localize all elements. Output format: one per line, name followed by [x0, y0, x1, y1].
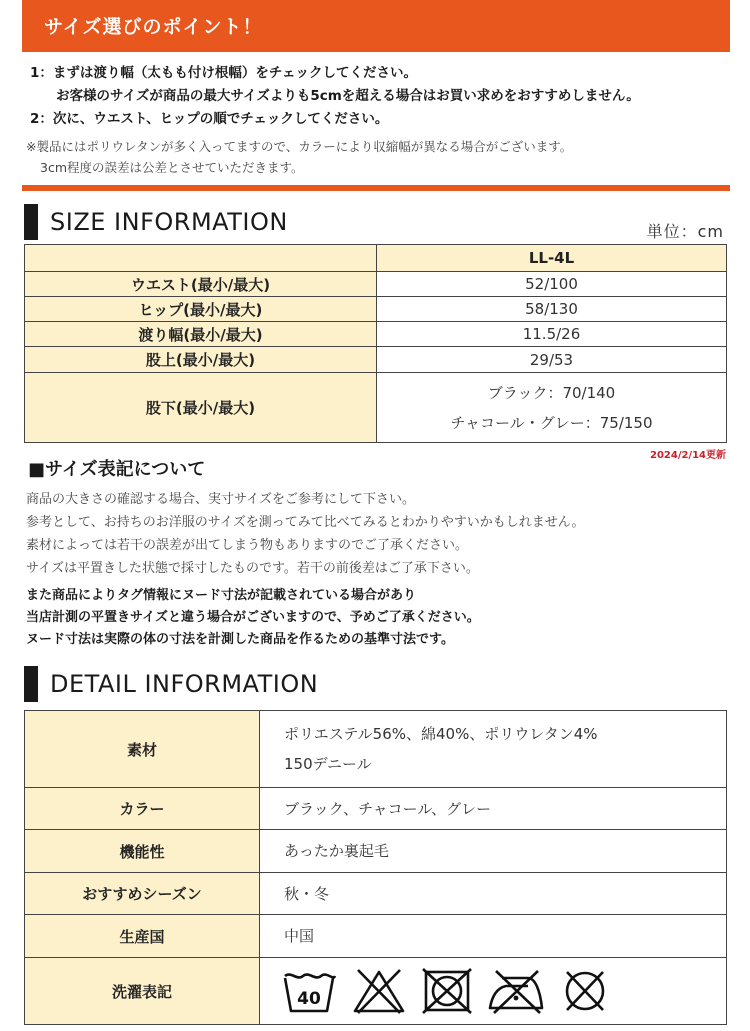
- nude-note-line: また商品によりタグ情報にヌード寸法が記載されている場合があり: [26, 588, 417, 603]
- size-row-label: 渡り幅(最小/最大): [25, 322, 377, 347]
- detail-value-origin: 中国: [260, 915, 727, 958]
- detail-value-material: [260, 711, 727, 788]
- point-1: 1：まずは渡り幅（太もも付け根幅）をチェックしてください。: [30, 65, 417, 81]
- size-section-title: SIZE INFORMATION: [50, 208, 288, 236]
- size-notes-body: [26, 488, 726, 580]
- material-denier: 150デニール: [284, 755, 372, 773]
- size-row-label: ウエスト(最小/最大): [25, 272, 377, 297]
- table-row: [25, 711, 727, 788]
- table-row: [25, 322, 727, 347]
- detail-section-header: [24, 666, 318, 702]
- table-row: [25, 873, 727, 915]
- table-row: [25, 373, 727, 443]
- note-line-1: ※製品にはポリウレタンが多く入ってますので、カラーにより収縮幅が異なる場合がございます。: [26, 139, 573, 154]
- orange-divider: [22, 185, 730, 191]
- detail-value-care: [260, 958, 727, 1025]
- point-1-detail: お客様のサイズが商品の最大サイズよりも5cmを超える場合はお買い求めをおすすめしません。: [56, 88, 640, 104]
- no-tumble-dry-icon: [422, 968, 472, 1014]
- no-bleach-icon: [352, 968, 406, 1014]
- detail-table: [24, 710, 727, 1025]
- table-row: [25, 272, 727, 297]
- header-block-icon: [24, 204, 38, 240]
- detail-label-function: 機能性: [25, 830, 260, 873]
- table-row: [25, 830, 727, 873]
- table-row: [25, 788, 727, 830]
- size-note-line: サイズは平置きした状態で採寸したものです。若干の前後差はご了承下さい。: [26, 561, 479, 576]
- nude-note-line: 当店計測の平置きサイズと違う場合がございますので、予めご了承ください。: [26, 610, 480, 625]
- size-table-corner: [25, 245, 377, 272]
- detail-value-season: 秋・冬: [260, 873, 727, 915]
- size-note-line: 商品の大きさの確認する場合、実寸サイズをご参考にして下さい。: [26, 492, 415, 507]
- no-dry-clean-icon: [560, 968, 610, 1014]
- table-row: [25, 245, 727, 272]
- wash-40-icon: [282, 968, 336, 1014]
- size-row-value: 11.5/26: [377, 322, 727, 347]
- point-banner-title: サイズ選びのポイント！: [44, 16, 263, 38]
- size-row-label: ヒップ(最小/最大): [25, 297, 377, 322]
- detail-value-function: あったか裏起毛: [260, 830, 727, 873]
- care-symbols: [282, 968, 726, 1014]
- nude-note-line: ヌード寸法は実際の体の寸法を計測した商品を作るための基準寸法です。: [26, 632, 454, 647]
- table-row: [25, 915, 727, 958]
- note-line-2: 3cm程度の誤差は公差とさせていただきます。: [40, 160, 304, 175]
- size-notes-title: ■サイズ表記について: [28, 459, 206, 480]
- size-row-label: 股下(最小/最大): [25, 373, 377, 443]
- size-table: [24, 244, 727, 443]
- point-2: 2：次に、ウエスト、ヒップの順でチェックしてください。: [30, 111, 389, 127]
- size-row-value: 29/53: [377, 347, 727, 373]
- wash-temp: 40: [297, 989, 321, 1009]
- size-note-line: 参考として、お持ちのお洋服のサイズを測ってみて比べてみるとわかりやすいかもしれません。: [26, 515, 585, 530]
- update-date: 2024/2/14更新: [649, 450, 726, 461]
- detail-label-season: おすすめシーズン: [25, 873, 260, 915]
- table-row: [25, 297, 727, 322]
- size-column-header: LL-4L: [377, 245, 727, 272]
- size-points: [30, 62, 730, 131]
- detail-value-color: ブラック、チャコール、グレー: [260, 788, 727, 830]
- size-row-value: 58/130: [377, 297, 727, 322]
- detail-label-care: 洗濯表記: [25, 958, 260, 1025]
- iron-low-icon: [488, 968, 544, 1014]
- header-block-icon: [24, 666, 38, 702]
- detail-section-title: DETAIL INFORMATION: [50, 670, 319, 698]
- inseam-value-black: ブラック：70/140: [487, 383, 616, 402]
- size-row-label: 股上(最小/最大): [25, 347, 377, 373]
- point-banner: [22, 0, 730, 52]
- size-notes-small: [26, 136, 726, 178]
- size-section-header: [24, 204, 288, 240]
- material-composition: ポリエステル56%、綿40%、ポリウレタン4%: [284, 725, 598, 743]
- detail-label-origin: 生産国: [25, 915, 260, 958]
- table-row: [25, 347, 727, 373]
- size-note-line: 素材によっては若干の誤差が出てしまう物もありますのでご了承ください。: [26, 538, 469, 553]
- table-row: [25, 958, 727, 1025]
- inseam-value-charcoal-gray: チャコール・グレー：75/150: [450, 413, 653, 432]
- nude-size-notes: [26, 585, 726, 651]
- detail-label-color: カラー: [25, 788, 260, 830]
- detail-label-material: 素材: [25, 711, 260, 788]
- size-row-value: [377, 373, 727, 443]
- size-row-value: 52/100: [377, 272, 727, 297]
- unit-label: 単位：cm: [646, 222, 724, 241]
